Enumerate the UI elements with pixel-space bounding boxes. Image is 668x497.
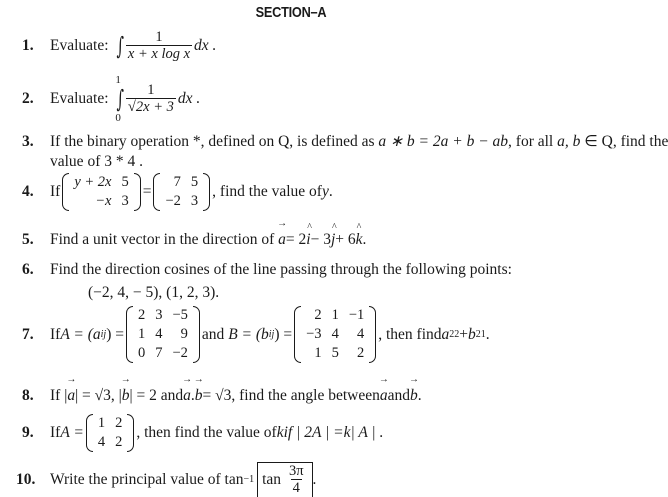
math-text: 5. bbox=[22, 231, 34, 248]
matrix-cell: y + 2x bbox=[74, 174, 112, 190]
math-text: , find the value of bbox=[212, 183, 322, 200]
matrix-cell: 7 bbox=[155, 345, 163, 361]
matrix-cell: 2 bbox=[115, 434, 123, 450]
math-text: Evaluate: bbox=[50, 37, 109, 54]
math-text: ^ k bbox=[356, 231, 363, 249]
math-text: ij bbox=[100, 329, 107, 340]
math-text: y bbox=[321, 183, 329, 200]
math-text: ) = bbox=[106, 325, 124, 343]
math-text: | = 2 and bbox=[129, 387, 184, 404]
math-text: 1 bbox=[155, 29, 163, 45]
math-text: . bbox=[190, 387, 195, 404]
question-7 bbox=[22, 306, 490, 363]
bracket-expression bbox=[257, 462, 312, 497]
math-text: ij bbox=[268, 329, 275, 340]
matrix-cell: 2 bbox=[357, 345, 365, 361]
math-text: + 6 bbox=[335, 231, 356, 248]
integral-sign: ∫ bbox=[116, 85, 125, 113]
math-text: 1. bbox=[22, 37, 34, 54]
matrix-a bbox=[126, 306, 200, 363]
math-text: → a bbox=[380, 387, 388, 405]
matrix-cell: 0 bbox=[137, 345, 146, 361]
math-text: and bbox=[387, 387, 411, 404]
math-text: = √3, find the angle between bbox=[202, 387, 380, 404]
math-text: a ∗ b = 2a + b − ab bbox=[378, 133, 509, 150]
matrix-cell: 1 bbox=[137, 326, 146, 342]
matrix-cell: 4 bbox=[331, 326, 339, 342]
math-text: 4. bbox=[22, 183, 34, 200]
question-10 bbox=[16, 462, 317, 497]
matrix-cell: 1 bbox=[314, 345, 322, 361]
matrix-cell: 4 bbox=[357, 326, 365, 342]
matrix-cell: 4 bbox=[97, 434, 106, 450]
math-text: → a bbox=[67, 387, 75, 405]
math-text: and bbox=[201, 325, 225, 343]
math-text: , then find bbox=[378, 325, 442, 343]
math-text: dx . bbox=[177, 90, 201, 107]
matrix-left bbox=[62, 173, 140, 211]
math-text: 2x + 3 bbox=[135, 99, 174, 115]
math-text: 9. bbox=[22, 424, 34, 441]
math-text: . bbox=[485, 325, 490, 343]
question-4 bbox=[22, 173, 333, 211]
math-text: b bbox=[468, 325, 476, 343]
question-6-points: (−2, 4, − 5), (1, 2, 3). bbox=[88, 284, 220, 301]
math-text: A = bbox=[60, 424, 84, 441]
matrix-cell: 9 bbox=[180, 326, 188, 342]
math-text: if | 2A | = bbox=[283, 424, 344, 441]
math-text: − 3 bbox=[310, 231, 331, 248]
matrix-cell: 3 bbox=[121, 193, 129, 209]
matrix-right bbox=[153, 173, 210, 211]
math-text: | A | . bbox=[350, 424, 384, 441]
math-text: Find the direction cosines of the line passing through the following points: bbox=[50, 261, 512, 278]
matrix-cell: 2 bbox=[115, 415, 123, 431]
math-text: k bbox=[276, 424, 284, 441]
question-3 bbox=[22, 132, 668, 172]
math-text: 4 bbox=[292, 480, 300, 496]
math-text: → b bbox=[195, 387, 203, 405]
math-text: k bbox=[343, 424, 351, 441]
math-text: If | bbox=[50, 387, 68, 404]
matrix-a bbox=[86, 414, 135, 452]
question-2 bbox=[22, 74, 200, 124]
math-text: . bbox=[328, 183, 333, 200]
math-text: If bbox=[50, 183, 61, 200]
math-text: → a bbox=[278, 231, 286, 249]
math-text: tan bbox=[262, 471, 282, 488]
math-text: | = √3, | bbox=[75, 387, 122, 404]
fraction bbox=[126, 29, 192, 63]
math-text: Evaluate: bbox=[50, 90, 109, 107]
fraction bbox=[287, 463, 306, 497]
math-text: 3. bbox=[22, 133, 34, 150]
matrix-b bbox=[294, 306, 376, 363]
math-text: + bbox=[459, 325, 469, 343]
math-text: If the binary operation *, defined on Q, is defined as bbox=[50, 133, 379, 150]
math-text: 8. bbox=[22, 387, 34, 404]
matrix-cell: 1 bbox=[331, 307, 339, 323]
matrix-cell: −2 bbox=[165, 193, 181, 209]
math-text: 3π bbox=[288, 463, 304, 479]
math-text: 10. bbox=[16, 470, 36, 488]
math-text: 22 bbox=[449, 329, 460, 340]
matrix-cell: 7 bbox=[173, 174, 181, 190]
math-text: 0 bbox=[115, 112, 121, 124]
math-text: x + x log x bbox=[127, 46, 191, 62]
math-text: ^ i bbox=[306, 231, 310, 249]
math-text: 6. bbox=[22, 261, 34, 278]
math-text: → a bbox=[183, 387, 191, 405]
math-text: value of 3 * 4 . bbox=[50, 153, 143, 170]
question-1 bbox=[22, 29, 216, 63]
math-text: ∈ Q, find the bbox=[580, 133, 668, 150]
matrix-cell: 2 bbox=[314, 307, 322, 323]
math-text: 1 bbox=[115, 74, 121, 86]
matrix-cell: 5 bbox=[121, 174, 129, 190]
question-9 bbox=[22, 414, 383, 452]
section-title: SECTION–A bbox=[255, 4, 327, 21]
integral-limits bbox=[112, 74, 124, 124]
math-text: → b bbox=[410, 387, 418, 405]
math-text: dx . bbox=[194, 37, 217, 54]
fraction: $\frac{1}{√2x + 3}$ bbox=[127, 82, 174, 115]
matrix-cell: 2 bbox=[137, 307, 146, 323]
math-text: −1 bbox=[243, 474, 255, 485]
matrix-cell: 5 bbox=[190, 174, 199, 190]
math-text: 2. bbox=[22, 90, 34, 107]
math-text: 21 bbox=[475, 329, 486, 340]
matrix-cell: 3 bbox=[190, 193, 199, 209]
matrix-cell: 1 bbox=[97, 415, 106, 431]
matrix-cell: 4 bbox=[155, 326, 163, 342]
matrix-cell: −2 bbox=[172, 345, 188, 361]
matrix-cell: −3 bbox=[306, 326, 322, 342]
math-text: 7. bbox=[22, 325, 34, 343]
math-text: → b bbox=[122, 387, 130, 405]
question-5 bbox=[22, 231, 366, 249]
math-text: ) = bbox=[274, 325, 293, 343]
math-text: 1 bbox=[147, 82, 155, 98]
math-text: Write the principal value of tan bbox=[50, 470, 244, 488]
question-8 bbox=[22, 387, 422, 405]
math-text: = 2 bbox=[285, 231, 307, 248]
matrix-cell: −x bbox=[95, 193, 112, 209]
math-text: . bbox=[312, 470, 317, 488]
math-text: A = (a bbox=[60, 325, 101, 343]
math-text: If bbox=[50, 424, 61, 441]
math-text: . bbox=[417, 387, 422, 404]
math-text: Find a unit vector in the direction of bbox=[50, 231, 275, 248]
matrix-cell: 3 bbox=[155, 307, 163, 323]
math-text: a bbox=[441, 325, 450, 343]
matrix-cell: −1 bbox=[348, 307, 365, 323]
question-6 bbox=[22, 261, 512, 279]
matrix-cell: 5 bbox=[331, 345, 339, 361]
matrix-cell: −5 bbox=[172, 307, 188, 323]
math-text: If bbox=[50, 325, 61, 343]
math-text: = bbox=[142, 183, 152, 200]
math-text: ^ j bbox=[331, 231, 335, 249]
math-text: B = (b bbox=[228, 325, 269, 343]
math-text: . bbox=[362, 231, 367, 248]
math-text: , then find the value of bbox=[136, 424, 277, 441]
math-text: a, b bbox=[557, 133, 581, 150]
integral-sign: ∫ bbox=[116, 32, 125, 60]
math-text: , for all bbox=[508, 133, 558, 150]
